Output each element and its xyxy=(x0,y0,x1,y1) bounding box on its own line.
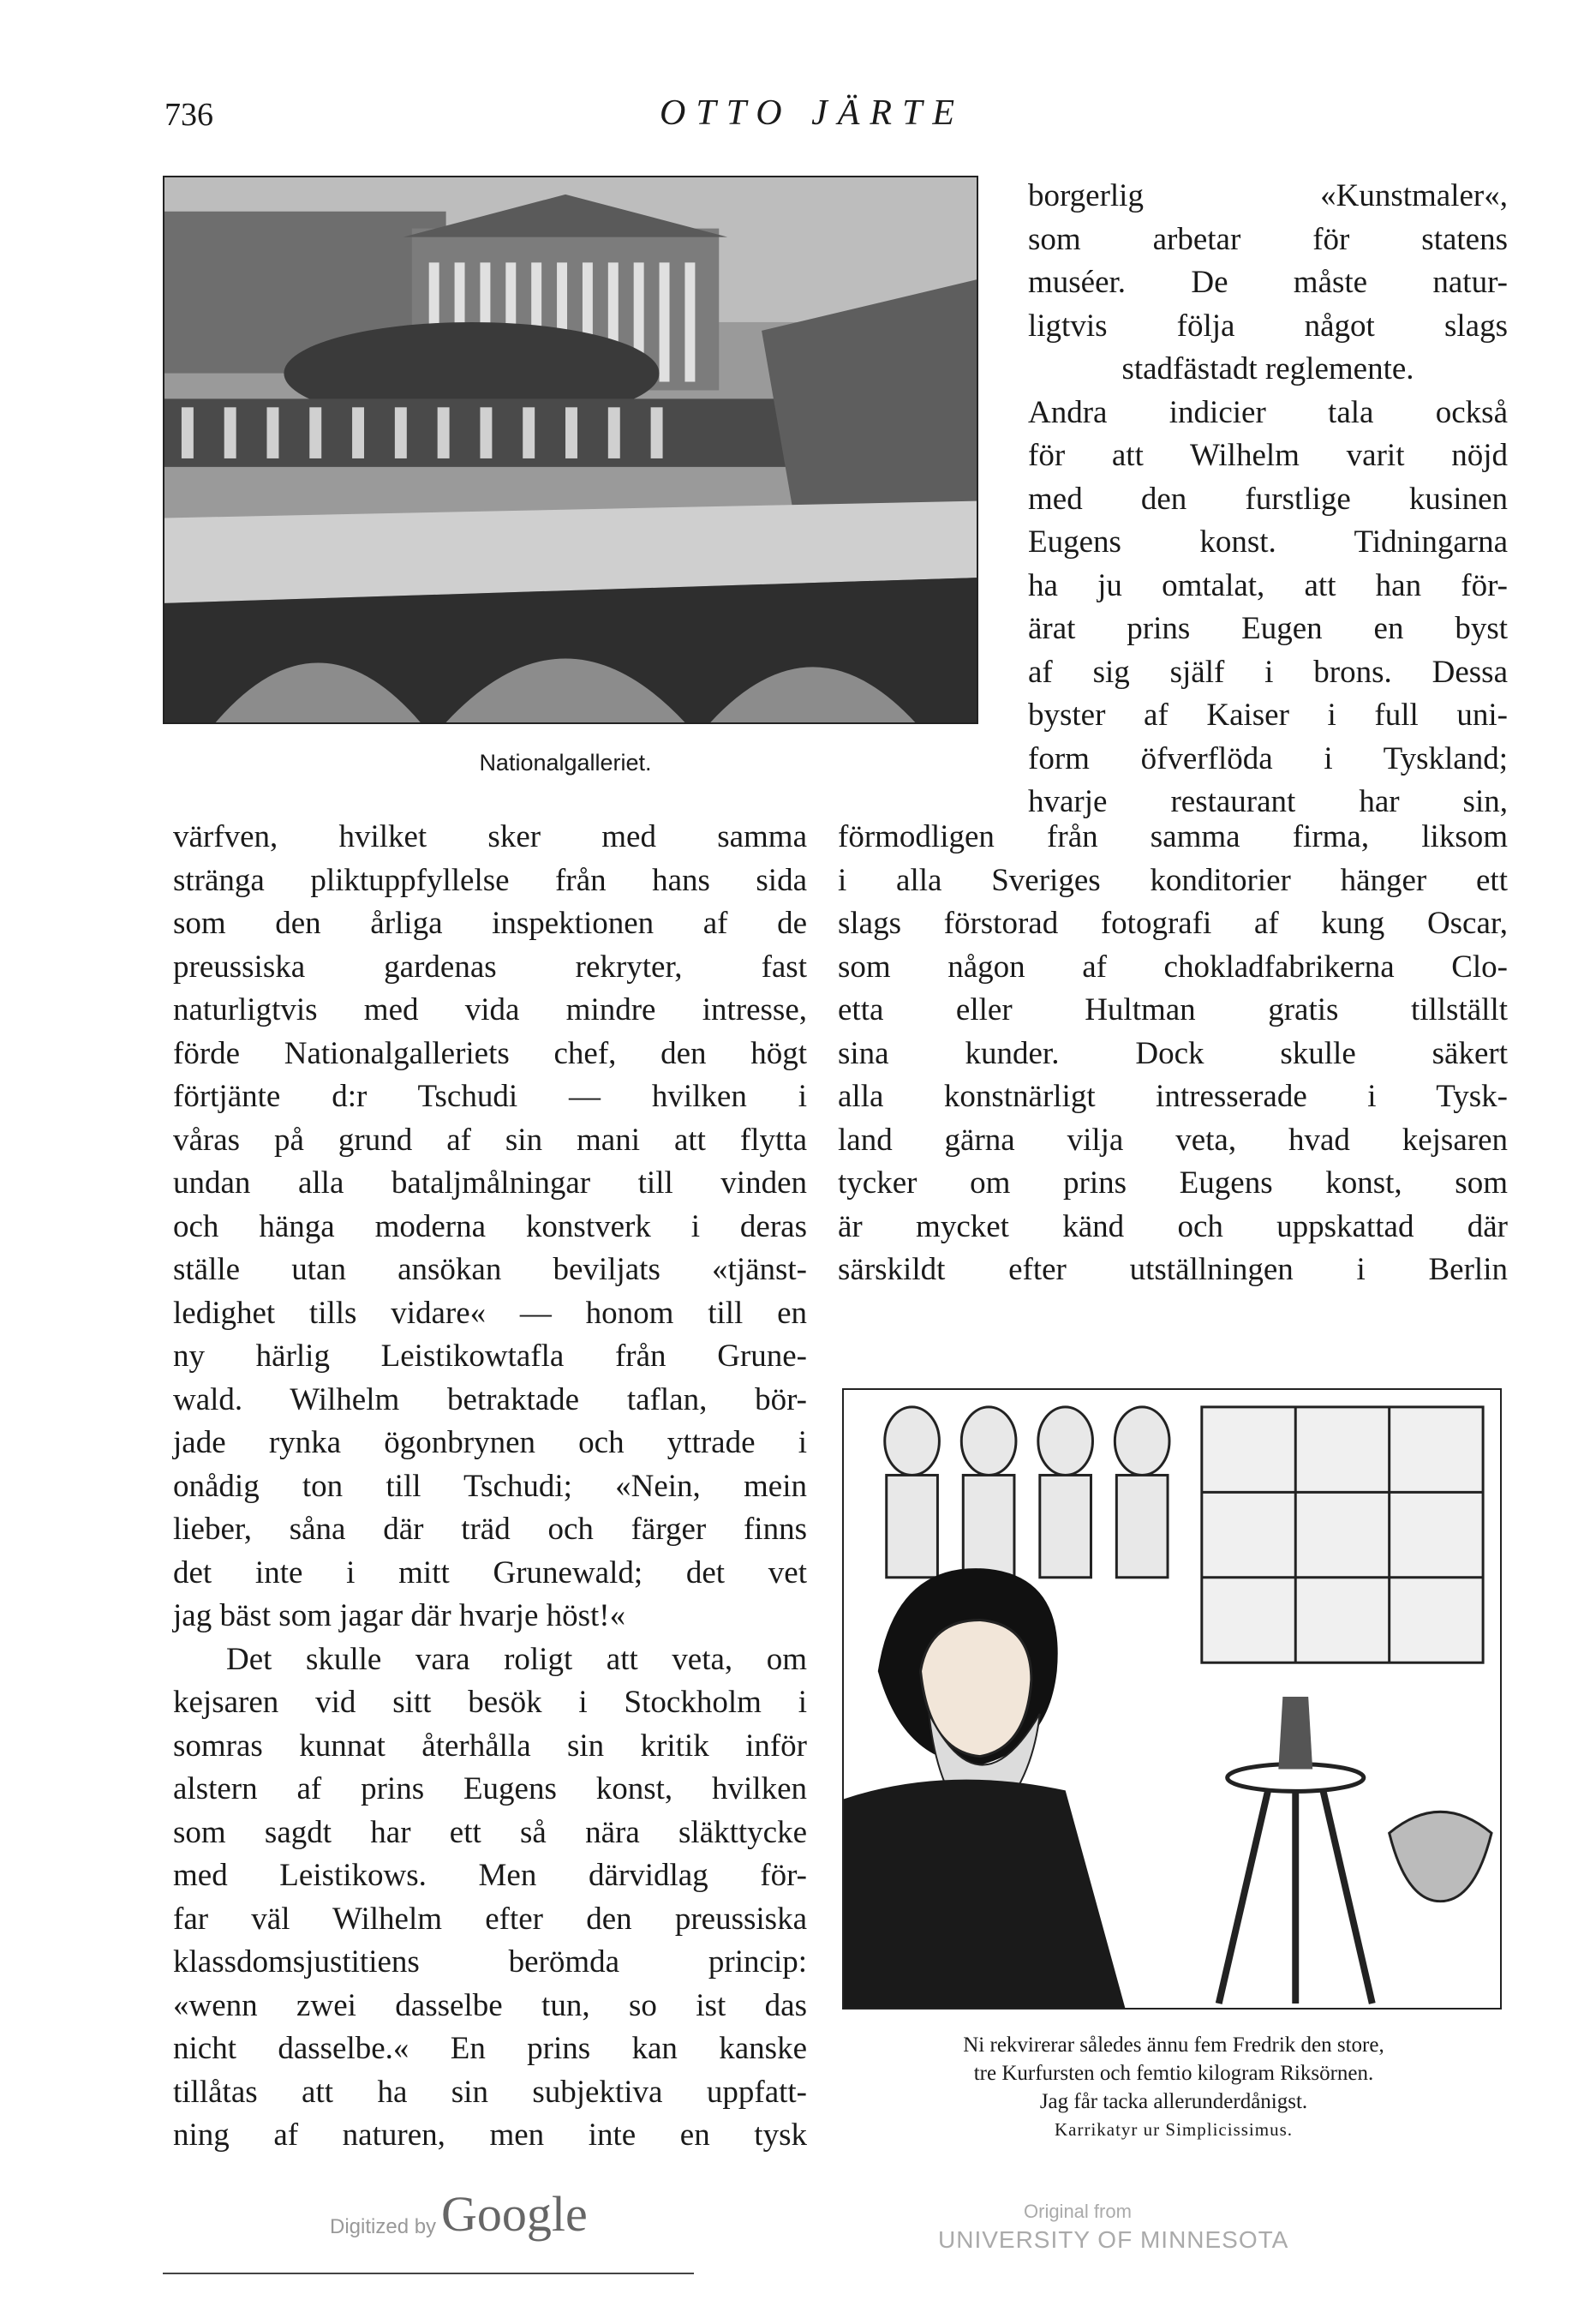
text-line: tycker om prins Eugens konst, som xyxy=(838,1165,1508,1201)
photo-caption: Nationalgalleriet. xyxy=(479,750,652,776)
cartoon-illustration xyxy=(844,1390,1500,2008)
caption-line: Ni rekvirerar således ännu fem Fredrik den store, xyxy=(963,2034,1384,2057)
text-line: af sig själf i brons. Dessa xyxy=(1028,654,1508,690)
google-logo: Google xyxy=(441,2186,588,2242)
text-line: som någon af chokladfabrikerna Clo- xyxy=(838,949,1508,985)
text-line: ärat prins Eugen en byst xyxy=(1028,611,1508,646)
text-line: det inte i mitt Grunewald; det vet xyxy=(173,1554,807,1590)
text-line: stränga pliktuppfyllelse från hans sida xyxy=(173,862,807,898)
text-line: muséer. De måste natur- xyxy=(1028,265,1508,300)
text-line: förmodligen från samma firma, liksom xyxy=(838,819,1508,854)
running-title: OTTO JÄRTE xyxy=(660,93,965,133)
text-line: jag bäst som jagar där hvarje höst!« xyxy=(173,1598,626,1633)
text-line: hvarje restaurant har sin, xyxy=(1028,784,1508,819)
text-line: naturligtvis med vida mindre intresse, xyxy=(173,992,807,1027)
text-line: som arbetar för statens xyxy=(1028,221,1508,257)
right-column-middle xyxy=(838,816,1508,1292)
text-line: med Leistikows. Men därvidlag för- xyxy=(173,1858,807,1893)
text-line: onådig ton till Tschudi; «Nein, mein xyxy=(173,1468,807,1504)
original-from-label: Original from xyxy=(1024,2201,1132,2222)
text-line: som den årliga inspektionen af de xyxy=(173,906,807,941)
text-line: Eugens konst. Tidningarna xyxy=(1028,524,1508,560)
text-line: byster af Kaiser i full uni- xyxy=(1028,698,1508,733)
text-line: lieber, såna där träd och färger finns xyxy=(173,1512,807,1547)
text-line: tillåtas att ha sin subjektiva uppfatt- xyxy=(173,2074,807,2110)
text-line: wald. Wilhelm betraktade taflan, bör- xyxy=(173,1381,807,1417)
right-column-top xyxy=(1028,175,1508,824)
text-line: nicht dasselbe.« En prins kan kanske xyxy=(173,2031,807,2066)
text-line: och hänga moderna konstverk i deras xyxy=(173,1208,807,1244)
photo-illustration xyxy=(164,177,977,722)
page-number: 736 xyxy=(164,97,213,133)
text-line: är mycket känd och uppskattad där xyxy=(838,1208,1508,1244)
text-line: preussiska gardenas rekryter, fast xyxy=(173,949,807,985)
text-line: somras kunnat återhålla sin kritik inför xyxy=(173,1728,807,1764)
university-label: UNIVERSITY OF MINNESOTA xyxy=(938,2226,1289,2253)
text-line: förde Nationalgalleriets chef, den högt xyxy=(173,1035,807,1071)
text-line: far väl Wilhelm efter den preussiska xyxy=(173,1901,807,1937)
cartoon-caption xyxy=(844,2031,1503,2144)
text-line: land gärna vilja veta, hvad kejsaren xyxy=(838,1122,1508,1158)
text-line: stadfästadt reglemente. xyxy=(1121,351,1414,386)
text-line: ledighet tills vidare« — honom till en xyxy=(173,1295,807,1331)
text-line: ligtvis följa något slags xyxy=(1028,308,1508,344)
text-line: undan alla bataljmålningar till vinden xyxy=(173,1165,807,1201)
text-line: Det skulle vara roligt att veta, om xyxy=(226,1641,807,1677)
text-line: ny härlig Leistikowtafla från Grune- xyxy=(173,1339,807,1374)
text-line: alla konstnärligt intresserade i Tysk- xyxy=(838,1079,1508,1114)
text-line: värfven, hvilket sker med samma xyxy=(173,819,807,854)
text-line: särskildt efter utställningen i Berlin xyxy=(838,1252,1508,1287)
text-line: kejsaren vid sitt besök i Stockholm i xyxy=(173,1685,807,1720)
text-line: borgerlig «Kunstmaler«, xyxy=(1028,178,1508,213)
digitized-by-label: Digitized by xyxy=(330,2215,437,2238)
text-line: Andra indicier tala också xyxy=(1028,394,1508,430)
nationalgalleriet-photo xyxy=(163,176,978,724)
text-line: ha ju omtalat, att han för- xyxy=(1028,567,1508,603)
text-line: sina kunder. Dock skulle säkert xyxy=(838,1035,1508,1071)
caption-line: Jag får tacka allerunderdånigst. xyxy=(1039,2090,1308,2113)
cartoon-credit: Karrikatyr ur Simplicissimus. xyxy=(1054,2119,1294,2140)
text-line: förtjänte d:r Tschudi — hvilken i xyxy=(173,1079,807,1114)
text-line: ställe utan ansökan beviljats «tjänst- xyxy=(173,1252,807,1287)
text-line: klassdomsjustitiens berömda princip: xyxy=(173,1944,807,1980)
text-line: i alla Sveriges konditorier hänger ett xyxy=(838,862,1508,898)
text-line: med den furstlige kusinen xyxy=(1028,481,1508,517)
text-line: alstern af prins Eugens konst, hvilken xyxy=(173,1771,807,1806)
text-line: «wenn zwei dasselbe tun, so ist das xyxy=(173,1987,807,2023)
footer-rule xyxy=(163,2273,694,2274)
text-line: jade rynka ögonbrynen och yttrade i xyxy=(173,1425,807,1460)
text-line: som sagdt har ett så nära släkttycke xyxy=(173,1814,807,1850)
text-line: våras på grund af sin mani att flytta xyxy=(173,1122,807,1158)
text-line: ning af naturen, men inte en tysk xyxy=(173,2117,807,2153)
text-line: för att Wilhelm varit nöjd xyxy=(1028,438,1508,473)
caption-line: tre Kurfursten och femtio kilogram Riksörnen. xyxy=(973,2062,1374,2085)
text-line: etta eller Hultman gratis tillställt xyxy=(838,992,1508,1027)
text-line: form öfverflöda i Tyskland; xyxy=(1028,740,1508,776)
caricature-drawing xyxy=(842,1388,1502,2010)
text-line: slags förstorad fotografi af kung Oscar, xyxy=(838,906,1508,941)
left-column xyxy=(173,816,807,2158)
